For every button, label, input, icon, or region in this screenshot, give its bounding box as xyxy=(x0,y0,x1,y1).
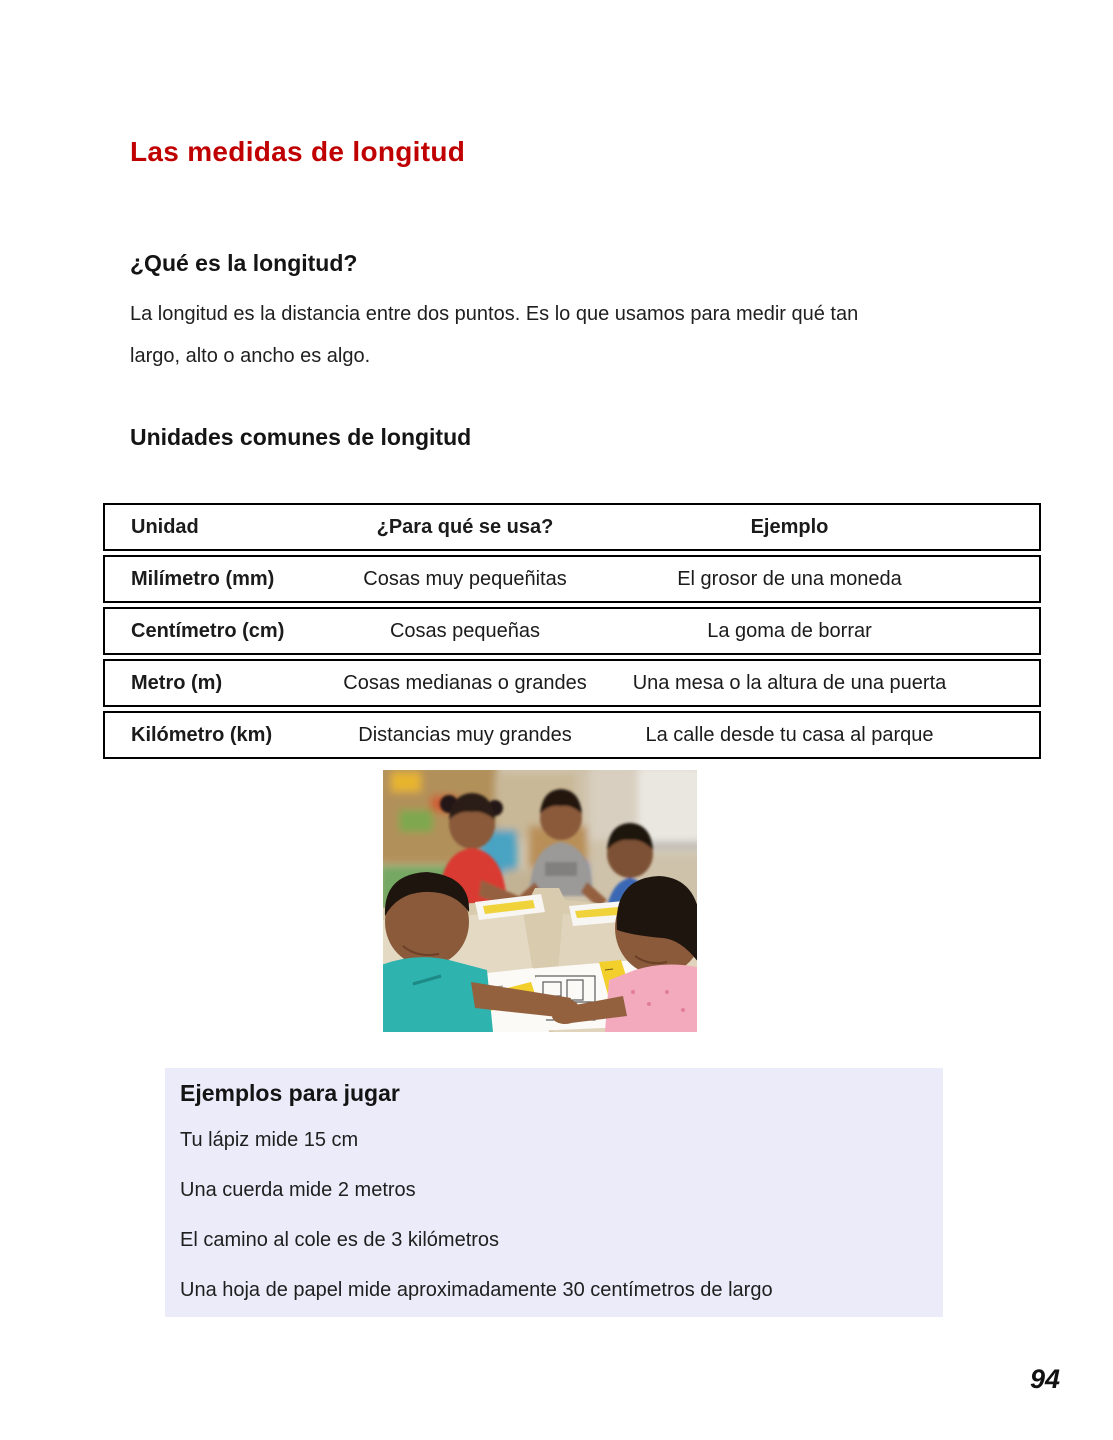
table-row-metro xyxy=(103,659,1041,707)
example-cell: Una mesa o la altura de una puerta xyxy=(632,671,947,694)
unit-cell: Centímetro (cm) xyxy=(131,619,285,642)
use-cell: Cosas pequeñas xyxy=(389,619,541,642)
page-title: Las medidas de longitud xyxy=(130,136,466,167)
page-number: 94 xyxy=(1030,1364,1061,1394)
use-cell: Cosas muy pequeñitas xyxy=(363,567,567,590)
column-header-use: ¿Para qué se usa? xyxy=(376,515,554,538)
table-row-millimetro xyxy=(103,555,1041,603)
heading-common-units: Unidades comunes de longitud xyxy=(130,424,472,450)
heading-what-is-length: ¿Qué es la longitud? xyxy=(130,250,358,276)
example-item: Una hoja de papel mide aproximadamente 30 centímetros de largo xyxy=(180,1279,773,1301)
classroom-photo xyxy=(383,770,697,1032)
table-row-centimetro xyxy=(103,607,1041,655)
table-row-kilometro xyxy=(103,711,1041,759)
paragraph-line: La longitud es la distancia entre dos puntos. Es lo que usamos para medir qué tan xyxy=(130,303,859,325)
column-header-unit: Unidad xyxy=(131,515,199,538)
example-item: El camino al cole es de 3 kilómetros xyxy=(180,1229,500,1251)
use-cell: Cosas medianas o grandes xyxy=(343,671,587,694)
table-header-row xyxy=(103,503,1041,551)
example-item: Tu lápiz mide 15 cm xyxy=(180,1129,359,1151)
paragraph-length-definition xyxy=(130,293,1010,377)
example-cell: La calle desde tu casa al parque xyxy=(645,723,934,746)
classroom-photo-illustration xyxy=(383,770,697,1032)
example-item: Una cuerda mide 2 metros xyxy=(180,1179,416,1201)
column-header-example: Ejemplo xyxy=(750,515,829,538)
examples-box-heading: Ejemplos para jugar xyxy=(180,1080,400,1106)
unit-cell: Kilómetro (km) xyxy=(131,723,273,746)
example-cell: El grosor de una moneda xyxy=(677,567,902,590)
unit-cell: Metro (m) xyxy=(131,671,223,694)
examples-box xyxy=(165,1068,943,1317)
example-cell: La goma de borrar xyxy=(707,619,872,642)
paragraph-line: largo, alto o ancho es algo. xyxy=(130,345,371,367)
units-table xyxy=(103,503,1041,759)
unit-cell: Milímetro (mm) xyxy=(131,567,275,590)
use-cell: Distancias muy grandes xyxy=(358,723,572,746)
